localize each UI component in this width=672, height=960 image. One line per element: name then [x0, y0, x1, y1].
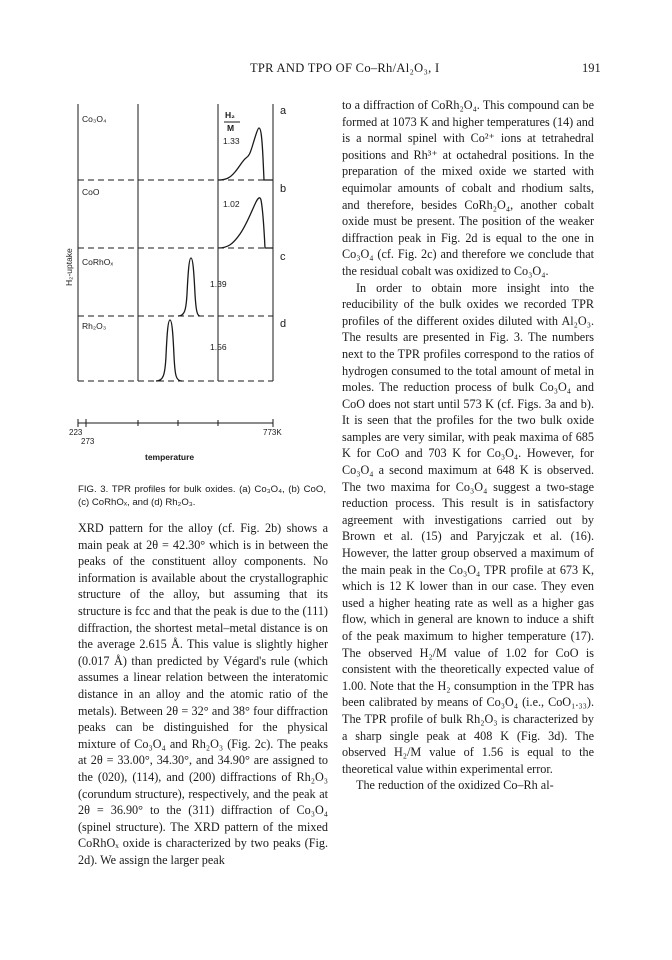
x-tick-label-773: 773K	[263, 428, 282, 437]
oxide-label-co3o4: Co₃O₄	[82, 114, 107, 124]
x-tick-label-223: 223	[69, 428, 83, 437]
paragraph: The reduction of the oxidized Co–Rh al-	[356, 778, 554, 793]
profile-d	[156, 320, 182, 381]
panel-letter-d: d	[280, 318, 287, 330]
y-axis-label: H₂-uptake	[64, 248, 74, 286]
oxide-label-corhox: CoRhOₓ	[82, 257, 114, 267]
panel-letter-a: a	[280, 105, 287, 117]
profile-c	[178, 258, 200, 316]
x-axis-label: temperature	[145, 452, 195, 462]
page-number: 191	[582, 61, 601, 75]
oxide-label-coo: CoO	[82, 187, 100, 197]
figure-caption: FIG. 3. TPR profiles for bulk oxides. (a) Co₃O₄, (b) CoO, (c) CoRhOₓ, and (d) Rh₂O₃.	[78, 484, 326, 508]
running-head: TPR AND TPO OF Co–Rh/Al₂O₃, I	[250, 61, 440, 75]
ratio-header-bottom: M	[227, 123, 235, 133]
ratio-value-a: 1.33	[223, 136, 240, 146]
paragraph: In order to obtain more insight into the reducibility of the bulk oxides we recorded TPR profiles of the different oxides diluted with Al₂O₃. The results are presented in Fig. 3. The numbers next to the TPR profiles correspond to the ratios of hydrogen consumed to the total amount of metal in moles. The reduction process of bulk Co₃O₄ and CoO does not start until 573 K (cf. Figs. 3a and b). It is seen that the profiles for the two bulk oxide samples are very similar, with peak maxima of 685 K for CoO and 703 K for Co₃O₄. However, for Co₃O₄ a second maximum at 648 K is observed. The two maxima for Co₃O₄ suggest a two-stage reduction process. This result is in satisfactory agreement with investigations carried out by Brown et al. (15) and Paryjczak et al. (16). However, the latter group observed a maximum of the main peak in the Co₃O₄ TPR profile at 673 K, which is 12 K lower than in our case. They even used a higher heating rate as well as a higher gas flow, which in general are known to induce a shift of the peak maximum to higher temperature (17). The observed H₂/M value of 1.02 for CoO is consistent with the theoretically expected value of 1.00. Note that the H₂ consumption in the TPR has been calibrated by means of Co₃O₄ (i.e., CoO₁.₃₃). The TPR profile of bulk Rh₂O₃ is characterized by a sharp single peak at 408 K (Fig. 3d). The observed H₂/M value of 1.56 is equal to the theoretical value within experimental error.	[342, 280, 594, 776]
panel-letter-c: c	[280, 251, 286, 263]
tpr-figure	[60, 98, 325, 480]
paragraph: XRD pattern for the alloy (cf. Fig. 2b) shows a main peak at 2θ = 42.30° which is in between the peaks of the constituent alloy components. No information is available about the crystallographic structure of the alloy, but assuming that its structure is fcc and that the peak is due to the (111) diffraction, the shortest metal–metal distance is on the average 2.615 Å. This value is slightly higher (0.017 Å) than predicted by Végard's rule (which assumes a linear relation between the interatomic distance in an alloy and the atomic ratio of the metals). Between 2θ = 32° and 38° four diffraction peaks can be distinguished for the physical mixture of Co₃O₄ and Rh₂O₃ (Fig. 2c). The peaks at 2θ = 33.00°, 34.30°, and 34.90° are assigned to the (020), (114), and (200) diffractions of Rh₂O₃ (corundum structure), respectively, and the peak at 2θ = 36.90° to the (311) diffraction of Co₃O₄ (spinel structure). The XRD pattern of the mixed CoRhOₓ oxide is characterized by two peaks (Fig. 2d). We assign the larger peak	[78, 521, 328, 867]
panel-letter-b: b	[280, 183, 287, 195]
ratio-header-top: H₂	[225, 110, 235, 120]
paragraph: to a diffraction of CoRh₂O₄. This compound can be formed at 1073 K and higher temperatures (14) and is a normal spinel with Co²⁺ ions at tetrahedral positions and Rh³⁺ at octahedral positions. In the preparation of the mixed oxide we started with equimolar amounts of cobalt and rhodium salts, and therefore, besides CoRh₂O₄, another cobalt oxide must be present. The position of the weaker diffraction peak in Fig. 2d is equal to the one in Co₃O₄ (cf. Fig. 2c) and therefore we conclude that the residual cobalt was oxidized to Co₃O₄.	[342, 98, 594, 278]
ratio-value-b: 1.02	[223, 199, 240, 209]
ratio-value-c: 1.39	[210, 279, 227, 289]
tpr-figure-svg	[60, 98, 325, 480]
x-tick-label-273: 273	[81, 437, 95, 446]
oxide-label-rh2o3: Rh₂O₃	[82, 321, 107, 331]
right-column	[342, 97, 594, 794]
left-column	[78, 520, 328, 868]
ratio-value-d: 1.56	[210, 342, 227, 352]
page-header	[0, 61, 672, 81]
